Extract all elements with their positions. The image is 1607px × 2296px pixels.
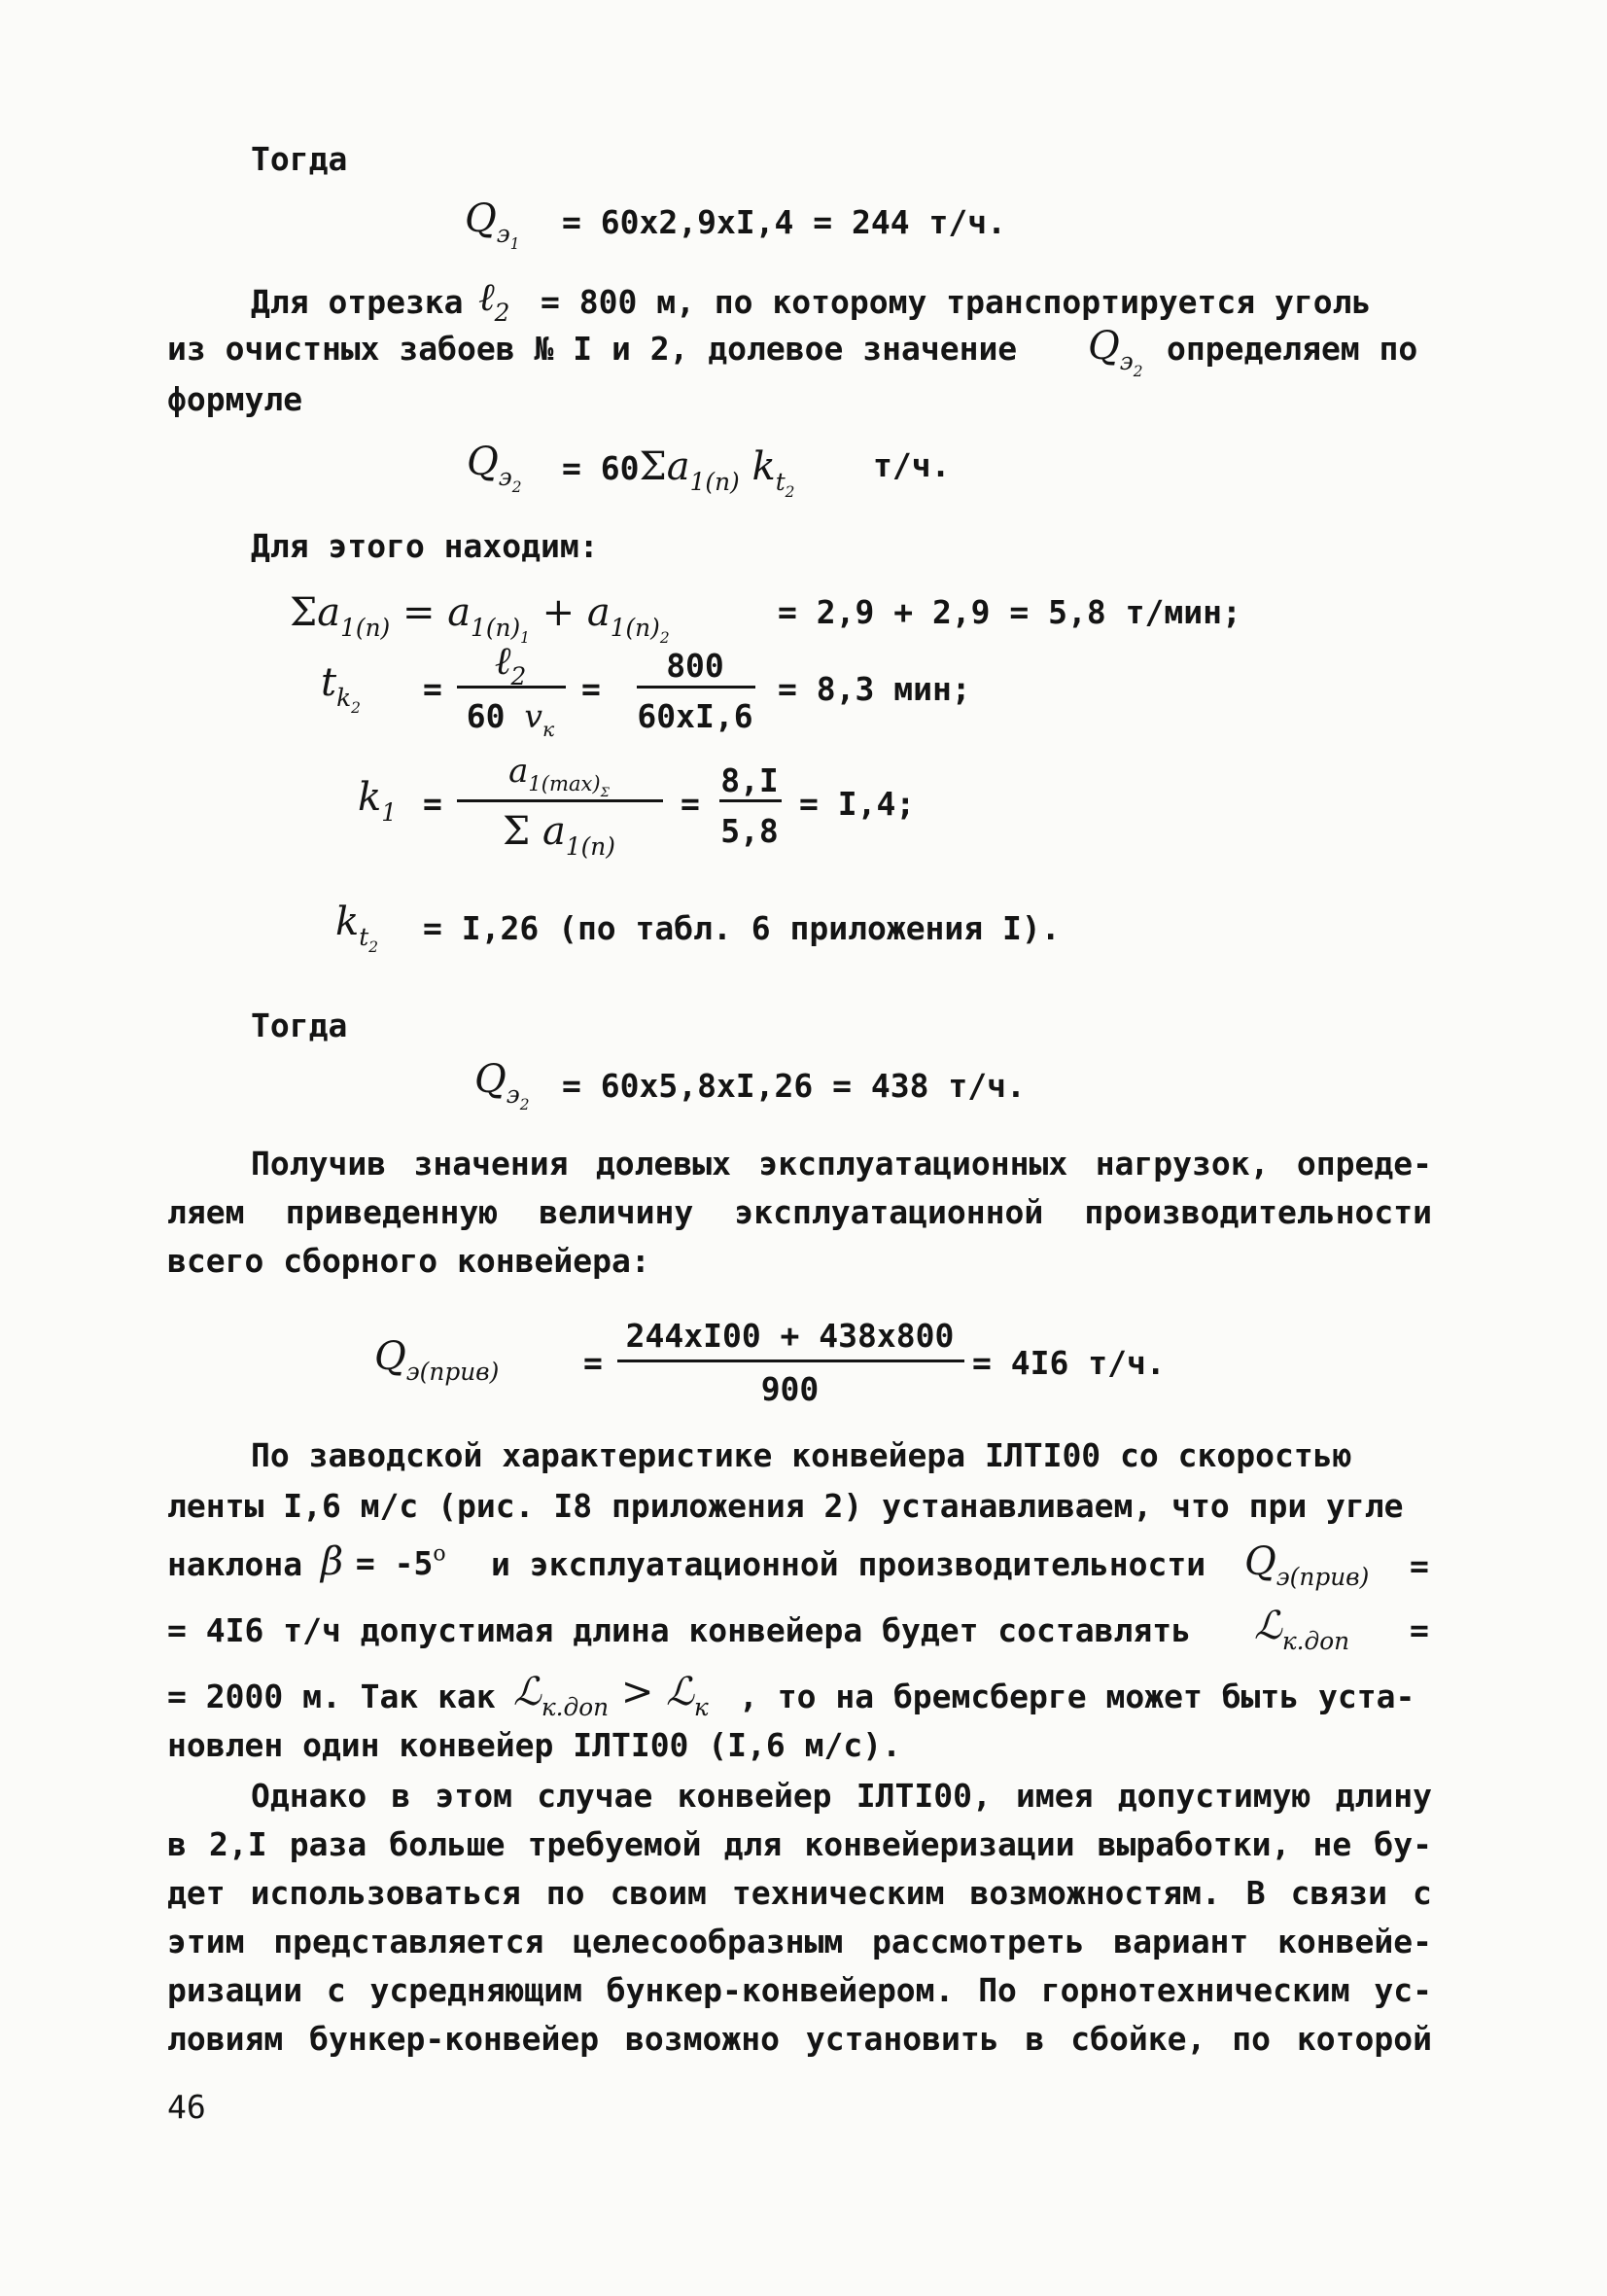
tk2-fraction-bar: [457, 686, 566, 689]
p4-line-1: [251, 1777, 1432, 1815]
k1-denominator: 5,8: [720, 812, 779, 850]
kt2-equation: = I,26 (по табл. 6 приложения I).: [423, 909, 1061, 947]
q-e1-equation: = 60x2,9xI,4 = 244 т/ч.: [562, 203, 1006, 241]
p3-line-3-end: и эксплуатационной производительности: [491, 1545, 1206, 1583]
word: которой: [1296, 2020, 1432, 2058]
word: 2,I: [209, 1825, 267, 1863]
word: конвейе-: [1277, 1923, 1432, 1960]
word: вариант: [1113, 1923, 1249, 1960]
word: для: [723, 1825, 783, 1863]
p4-line-6: [167, 2020, 1432, 2058]
word: долевых: [595, 1145, 731, 1183]
q-e2-formula-unit: т/ч.: [873, 446, 951, 484]
word: имея: [1016, 1777, 1094, 1815]
k1-result: = I,4;: [799, 785, 916, 823]
kt2-symbol: $k_{t_2}$: [335, 900, 378, 957]
p1-line1-end: = 800 м, по которому транспортируется уголь: [541, 283, 1372, 321]
word: по: [1232, 2020, 1272, 2058]
p1-line2-start: из очистных забоев № I и 2, долевое значение: [167, 330, 1018, 368]
word: нагрузок,: [1095, 1145, 1270, 1183]
word: бункер-конвейер: [309, 2020, 600, 2058]
word: дет: [167, 1874, 226, 1912]
p3-line-3-start: наклона: [167, 1545, 303, 1583]
word: целесообразным: [573, 1923, 844, 1960]
word: IЛТI00,: [856, 1777, 992, 1815]
p2-line-1: [251, 1145, 1432, 1183]
p4-line-3: [167, 1874, 1432, 1912]
q-e2-equation: = 60x5,8xI,26 = 438 т/ч.: [562, 1067, 1026, 1105]
k1-symbol: $k_1$: [358, 775, 398, 828]
word: с: [326, 1971, 346, 2009]
word: эксплуатационных: [758, 1145, 1068, 1183]
sum-a-expression: $\Sigma a_{1(n)} = a_{1(n)_1} + a_{1(n)_2}$: [290, 590, 670, 648]
p3-line-2: ленты I,6 м/с (рис. I8 приложения 2) устанавливаем, что при угле: [167, 1487, 1404, 1525]
k1-den-symbol: Σ $a_{1(n)}$: [503, 809, 615, 862]
p3-line-6: новлен один конвейер IЛТI00 (I,6 м/с).: [167, 1726, 901, 1764]
word: случае: [537, 1777, 653, 1815]
q-priv-denominator: 900: [760, 1370, 820, 1408]
q-priv-numerator: 244xI00 + 438x800: [625, 1317, 955, 1355]
word: возможно: [625, 2020, 780, 2058]
word: требуемой: [527, 1825, 702, 1863]
word: длину: [1335, 1777, 1432, 1815]
k1-num-symbol: $a_{1(max)_\Sigma}$: [508, 752, 610, 801]
word: В: [1245, 1874, 1266, 1912]
word: своим: [610, 1874, 707, 1912]
l-k-dop-symbol: ℒ$_{к.доп}$: [1254, 1604, 1350, 1656]
p4-line-4: [167, 1925, 1432, 1958]
then-word-2: Тогда: [251, 1007, 348, 1044]
p3-line-5-start: = 2000 м. Так как: [167, 1678, 496, 1715]
tk2-den-symbol: 60 $v_к$: [466, 697, 555, 742]
k1-eq-sign: =: [423, 785, 442, 823]
k1-numerator: 8,I: [720, 761, 779, 799]
p3-line-4-eq: =: [1410, 1611, 1429, 1649]
word: ус-: [1374, 1971, 1432, 2009]
word: выработки,: [1097, 1825, 1291, 1863]
tk2-eq-sign: =: [423, 670, 442, 708]
word: этом: [435, 1777, 512, 1815]
tk2-numerator: 800: [666, 647, 724, 685]
word: в: [167, 1825, 187, 1863]
q-e2-formula-lhs: $Q_{э_2}$: [467, 440, 522, 497]
p3-line-4: = 4I6 т/ч допустимая длина конвейера будет составлять: [167, 1611, 1191, 1649]
tk2-symbol: $t_{k_2}$: [321, 660, 361, 718]
p3-line-1: По заводской характеристике конвейера IЛТI00 со скоростью: [251, 1436, 1352, 1474]
q-e1-symbol: $Q_{э_1}$: [465, 196, 520, 254]
word: раза: [289, 1825, 367, 1863]
k1-fraction-bar: [457, 799, 663, 802]
word: конвейер: [677, 1777, 832, 1815]
word: по: [545, 1874, 585, 1912]
tk2-result: = 8,3 мин;: [778, 670, 971, 708]
q-priv-result: = 4I6 т/ч.: [972, 1344, 1166, 1382]
tk2-fraction-bar-2: [637, 686, 755, 689]
word: ляем: [167, 1193, 245, 1231]
word: сбойке,: [1070, 2020, 1206, 2058]
l-compare-expression: ℒ$_{к.доп}$ > ℒ$_к$: [513, 1670, 709, 1722]
p2-line-3: всего сборного конвейера:: [167, 1242, 650, 1280]
word: горнотехническим: [1040, 1971, 1350, 2009]
word: бункер-конвейером.: [606, 1971, 955, 2009]
word: в: [391, 1777, 411, 1815]
q-e2-inline-symbol: $Q_{э_2}$: [1088, 324, 1143, 381]
word: бу-: [1374, 1825, 1432, 1863]
word: этим: [167, 1923, 245, 1960]
word: опреде-: [1296, 1145, 1432, 1183]
word: усредняющим: [369, 1971, 583, 2009]
word: возможностям.: [969, 1874, 1221, 1912]
page-number: 46: [167, 2088, 206, 2126]
p1-line1-start: Для отрезка: [251, 283, 464, 321]
word: По: [978, 1971, 1017, 2009]
q-priv-inline-symbol: $Q_{э(прив)}$: [1244, 1539, 1370, 1592]
word: конвейеризации: [804, 1825, 1075, 1863]
tk2-num-symbol: ℓ$_2$: [494, 639, 527, 691]
k1-fraction-bar-2: [719, 799, 782, 802]
find-label: Для этого находим:: [251, 527, 599, 565]
word: с: [1413, 1874, 1432, 1912]
q-priv-eq-sign: =: [583, 1344, 603, 1382]
word: производительности: [1084, 1193, 1432, 1231]
word: значения: [413, 1145, 569, 1183]
word: величину: [539, 1193, 694, 1231]
word: установить: [805, 2020, 999, 2058]
word: не: [1312, 1825, 1352, 1863]
word: техническим: [731, 1874, 945, 1912]
sum-a-result: = 2,9 + 2,9 = 5,8 т/мин;: [778, 593, 1241, 631]
q-e2-formula-body: = $60\Sigma a_{1(n)}$ $k_{t_2}$: [562, 444, 795, 502]
p2-line-2: [167, 1193, 1432, 1231]
l2-symbol: ℓ$_2$: [478, 275, 510, 328]
word: ризации: [167, 1971, 303, 2009]
k1-eq-sign-2: =: [681, 785, 700, 823]
word: Однако: [251, 1777, 367, 1815]
tk2-eq-sign-2: =: [581, 670, 601, 708]
p4-line-2: [167, 1825, 1432, 1863]
p3-line-5-end: , то на бремсберге может быть уста-: [739, 1678, 1415, 1715]
word: эксплуатационной: [734, 1193, 1044, 1231]
word: больше: [389, 1825, 506, 1863]
word: ловиям: [167, 2020, 284, 2058]
tk2-denominator: 60xI,6: [637, 697, 753, 735]
word: приведенную: [285, 1193, 499, 1231]
word: представляется: [273, 1923, 544, 1960]
p4-line-5: [167, 1971, 1432, 2009]
p1-line3: формуле: [167, 380, 303, 418]
word: допустимую: [1117, 1777, 1311, 1815]
then-word-1: Тогда: [251, 140, 348, 178]
p3-line-3-eq: =: [1410, 1547, 1429, 1585]
beta-angle-expression: $\beta = -5^o$: [321, 1539, 446, 1584]
p1-line2-end: определяем по: [1167, 330, 1418, 368]
word: связи: [1290, 1874, 1388, 1912]
word: рассмотреть: [871, 1923, 1085, 1960]
word: использоваться: [250, 1874, 521, 1912]
q-e2-symbol: $Q_{э_2}$: [474, 1057, 530, 1114]
word: в: [1025, 2020, 1045, 2058]
q-priv-symbol: $Q_{э(прив)}$: [374, 1334, 500, 1387]
q-priv-fraction-bar: [617, 1360, 964, 1362]
word: Получив: [251, 1145, 387, 1183]
